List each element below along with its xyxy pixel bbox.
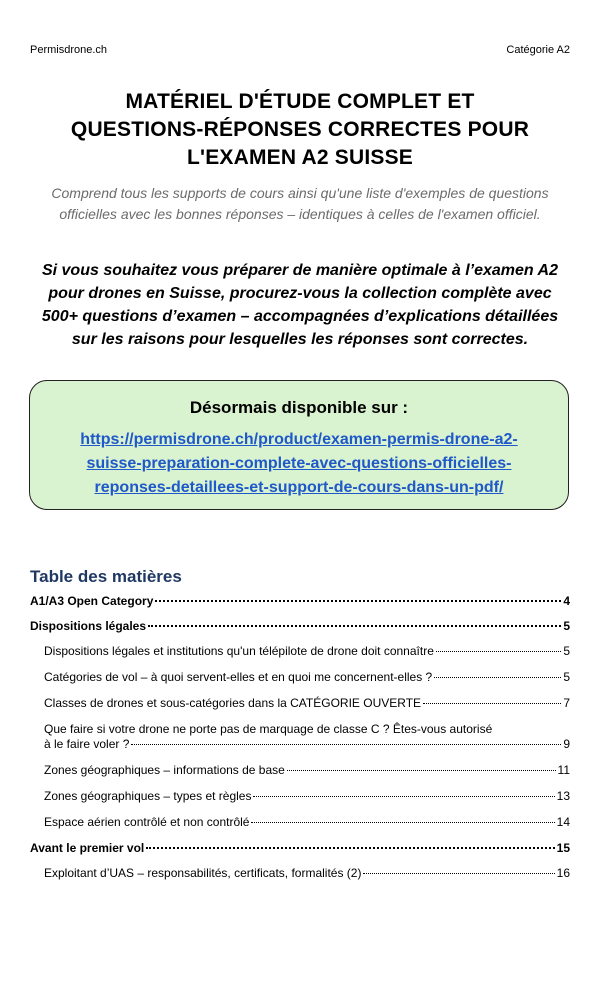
toc-leader xyxy=(148,625,561,627)
toc-entry[interactable] xyxy=(30,594,570,609)
toc-entry[interactable] xyxy=(30,763,570,778)
page-header xyxy=(30,44,570,56)
toc-entry-label: A1/A3 Open Category xyxy=(30,594,154,608)
toc-entry-label: Espace aérien contrôlé et non contrôlé xyxy=(44,815,250,829)
toc-entry-page: 5 xyxy=(563,644,570,658)
toc-leader xyxy=(253,796,554,797)
page-title xyxy=(30,88,570,172)
toc-leader xyxy=(146,847,554,849)
toc-entry[interactable] xyxy=(30,866,570,881)
toc-entry-label: Avant le premier vol xyxy=(30,841,145,855)
availability-heading: Désormais disponible sur : xyxy=(189,398,409,417)
toc-entry-continuation xyxy=(44,737,570,752)
toc-entry[interactable] xyxy=(30,815,570,830)
site-name: Permisdrone.ch xyxy=(30,44,108,56)
toc-entry[interactable] xyxy=(30,789,570,804)
toc-entry-page: 16 xyxy=(556,866,570,880)
availability-box xyxy=(29,380,569,510)
category-label: Catégorie A2 xyxy=(506,44,570,56)
title-line: QUESTIONS-RÉPONSES CORRECTES POUR xyxy=(70,118,530,141)
toc-entry-label: Classes de drones et sous-catégories dans la CATÉGORIE OUVERTE xyxy=(44,696,422,710)
toc-entry-page: 9 xyxy=(563,737,570,751)
toc-leader xyxy=(131,744,561,745)
toc-entry-page: 4 xyxy=(563,594,570,608)
toc-entry-page: 5 xyxy=(563,619,570,633)
toc-entry-label: Zones géographiques – types et règles xyxy=(44,789,252,803)
toc-entry-label: Zones géographiques – informations de base xyxy=(44,763,285,777)
toc-entry-label: Dispositions légales et institutions qu'un télépilote de drone doit connaître xyxy=(44,644,434,658)
toc-entry-label: Que faire si votre drone ne porte pas de marquage de classe C ? Êtes-vous autorisé xyxy=(44,722,493,736)
toc-entry-page: 5 xyxy=(563,670,570,684)
toc-leader xyxy=(436,651,561,652)
toc-entry[interactable] xyxy=(30,722,570,752)
product-link[interactable]: https://permisdrone.ch/product/examen-permis-drone-a2-suisse-preparation-complete-avec-questions-officielles-reponses-detaillees-et-support-de-cours-dans-un-pdf/ xyxy=(80,431,518,496)
toc-title: Table des matières xyxy=(30,567,182,586)
toc-entry-page: 7 xyxy=(563,696,570,710)
table-of-contents xyxy=(30,566,570,892)
toc-entry[interactable] xyxy=(30,619,570,634)
toc-leader xyxy=(287,770,556,771)
intro-text: Si vous souhaitez vous préparer de manière optimale à l’examen A2 pour drones en Suisse, procurez-vous la collection complète avec 500+ questions d’examen – accompagnées d’explications détaillées sur les raisons pour lesquelles les réponses sont correctes. xyxy=(41,262,559,348)
toc-entry[interactable] xyxy=(30,841,570,856)
toc-entry-label-continued: à le faire voler ? xyxy=(44,737,130,751)
toc-leader xyxy=(251,822,554,823)
toc-entry-page: 13 xyxy=(556,789,570,803)
toc-leader xyxy=(155,600,561,602)
toc-leader xyxy=(434,677,561,678)
toc-entry-label: Catégories de vol – à quoi servent-elles et en quoi me concernent-elles ? xyxy=(44,670,433,684)
toc-leader xyxy=(423,703,561,704)
toc-leader xyxy=(363,873,554,874)
toc-entry[interactable] xyxy=(30,644,570,659)
subtitle: Comprend tous les supports de cours ainsi qu'une liste d'exemples de questions officielles avec les bonnes réponses – identiques à celles de l'examen officiel. xyxy=(51,185,549,222)
toc-entry[interactable] xyxy=(30,670,570,685)
toc-entry-label: Exploitant d’UAS – responsabilités, certificats, formalités (2) xyxy=(44,866,362,880)
title-line: MATÉRIEL D'ÉTUDE COMPLET ET xyxy=(125,90,475,113)
toc-entry-page: 15 xyxy=(556,841,570,855)
toc-list xyxy=(30,594,570,881)
toc-entry-page: 14 xyxy=(556,815,570,829)
toc-entry[interactable] xyxy=(30,696,570,711)
toc-entry-label: Dispositions légales xyxy=(30,619,147,633)
title-line: L'EXAMEN A2 SUISSE xyxy=(186,146,414,169)
toc-entry-page: 11 xyxy=(557,763,570,777)
